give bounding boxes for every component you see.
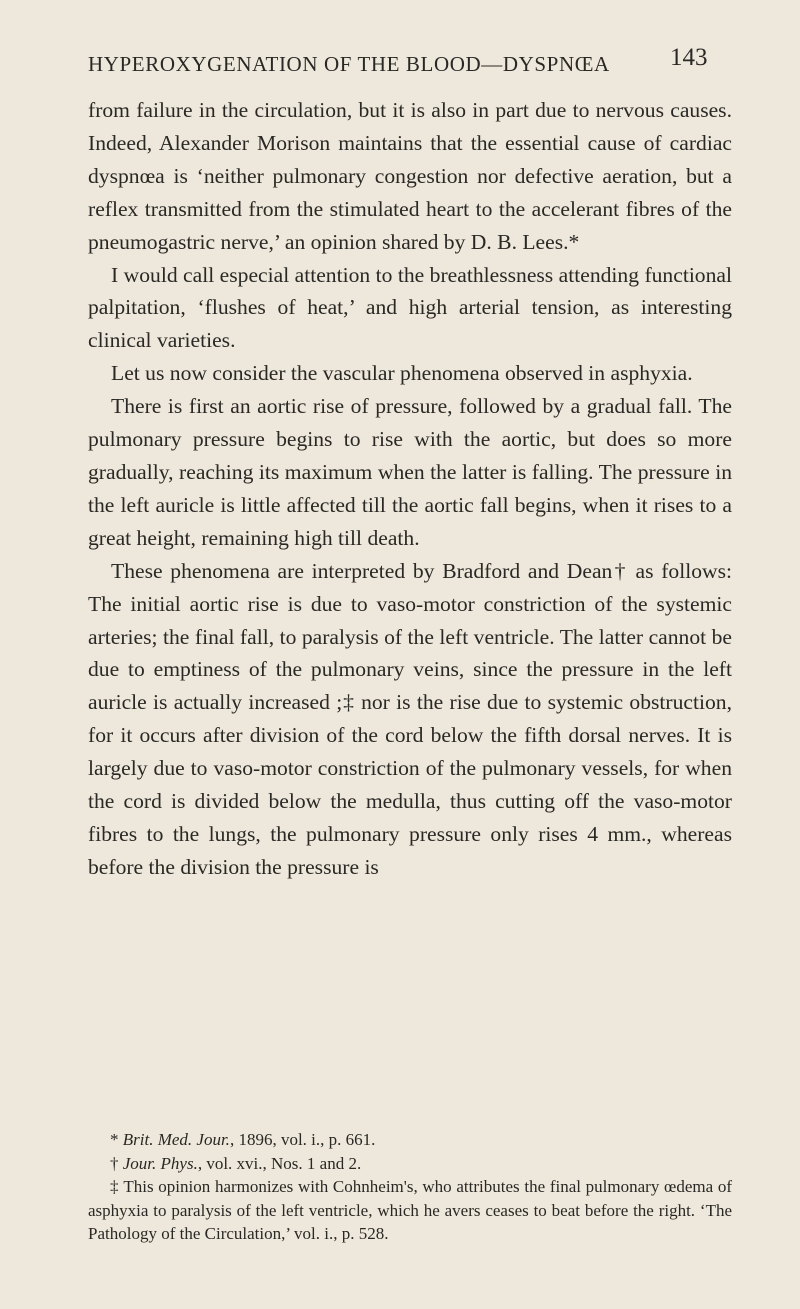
footnote-mark: * [110, 1130, 123, 1149]
footnote [88, 1128, 732, 1152]
paragraph-interpretation: These phenomena are interpreted by Bradford and Dean† as follows: The initial aortic rise is due to vaso-motor constriction of the systemic arteries; the final fall, to paralysis of the left ventricle. The latter cannot be due to emptiness of the pulmonary veins, since the pressure in the left auricle is actually increased ;‡ nor is the rise due to systemic obstruction, for it occurs after division of the cord below the fifth dorsal nerves. It is largely due to vaso-motor constriction of the pulmonary vessels, for when the cord is divided below the medulla, thus cutting off the vaso-motor fibres to the lungs, the pulmonary pressure only rises 4 mm., whereas before the division the pressure is [88, 558, 732, 879]
paragraph-pressure: There is first an aortic rise of pressure, followed by a gradual fall. The pulmonary pressure begins to rise with the aortic, but does so more gradually, reaching its maximum when the latter is falling. The pressure in the left auricle is little affected till the aortic fall begins, when it rises to a great height, remaining high till death. [88, 394, 732, 550]
paragraph-continuation: from failure in the circulation, but it is also in part due to nervous causes. Indeed, Alexander Morison maintains that the essential cause of cardiac dyspnœa is ‘neither pulmonary congestion nor defective aeration, but a reflex transmitted from the stimulated heart to the accelerant fibres of the pneumogastric nerve,’ an opinion shared by D. B. Lees.* [88, 98, 732, 254]
footnote-journal: Brit. Med. Jour. [122, 1130, 230, 1149]
footnote-text: This opinion harmonizes with Cohnheim's, who attributes the final pulmonary œdema of asphyxia to paralysis of the left ventricle, which he avers ceases to beat before the right. ‘The Pathology of the Circulation,’ vol. i., p. 528. [88, 1177, 732, 1244]
body-text [88, 94, 732, 884]
footnote-mark: ‡ [110, 1177, 124, 1197]
footnote-text: , vol. xvi., Nos. 1 and 2. [197, 1153, 362, 1173]
footnote-journal: Jour. Phys. [122, 1153, 198, 1173]
footnote-mark: † [110, 1153, 123, 1173]
paragraph-asphyxia: Let us now consider the vascular phenomena observed in asphyxia. [111, 361, 693, 386]
paragraph-palpitation: I would call especial attention to the breathlessness attending functional palpitation, ‘flushes of heat,’ and high arterial tension, as interesting clinical varieties. [88, 262, 732, 353]
footnote [88, 1152, 732, 1176]
footnote [88, 1175, 732, 1246]
footnote-text: , 1896, vol. i., p. 661. [229, 1130, 376, 1149]
footnotes [88, 1128, 732, 1246]
running-head [88, 44, 738, 84]
page-number: 143 [670, 44, 708, 71]
running-title: HYPEROXYGENATION OF THE BLOOD—DYSPNŒA [88, 52, 610, 76]
